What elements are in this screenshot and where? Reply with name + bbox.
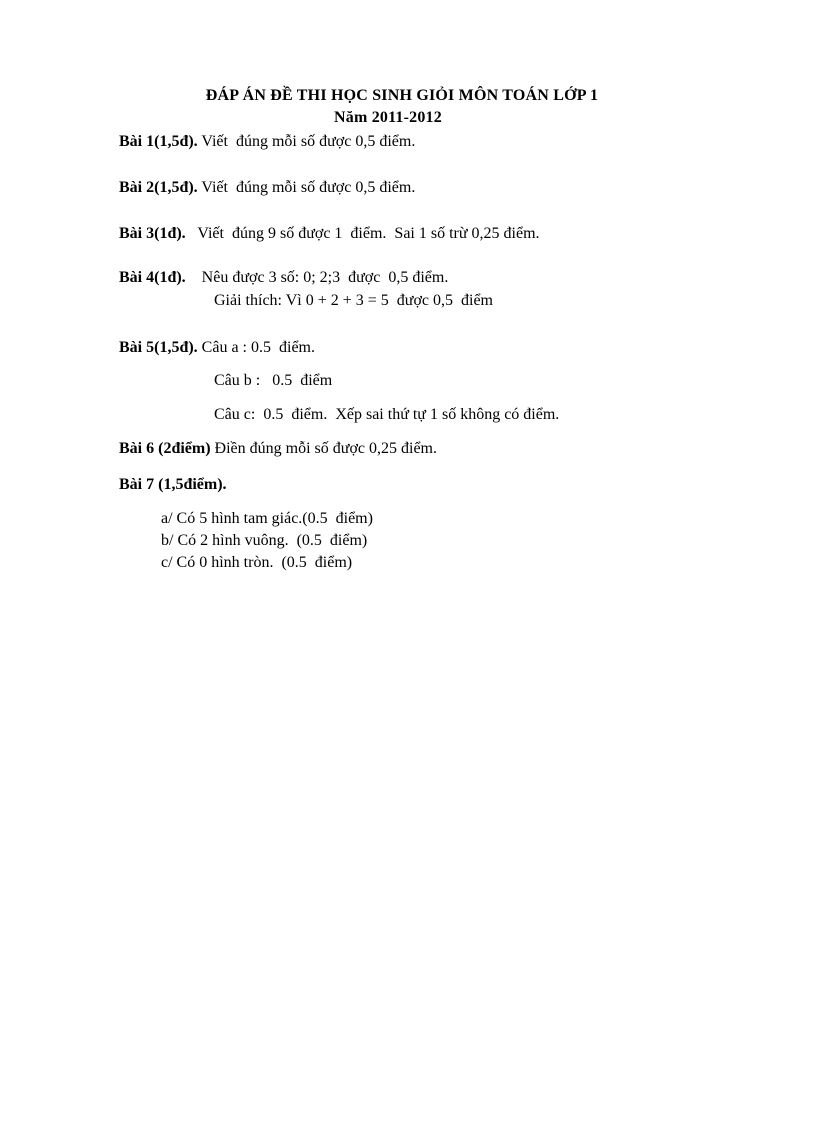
answer-item-4-label: Bài 4(1đ).: [119, 269, 186, 286]
answer-item-7-label-prefix: Bài 7 (: [119, 476, 164, 493]
answer-item-6-label: Bài 6 (2điểm: [119, 440, 206, 457]
answer-item-6-text: Điền đúng mỗi số được 0,25 điểm.: [210, 440, 437, 457]
sub-item-b: b/ Có 2 hình vuông. (0.5 điểm): [161, 532, 368, 549]
sub-item-c: c/ Có 0 hình tròn. (0.5 điểm): [161, 554, 353, 571]
answer-item-5-label: Bài 5(1,5đ).: [119, 339, 198, 356]
answer-item-3: [119, 225, 540, 243]
answer-item-4-explanation: Giải thích: Vì 0 + 2 + 3 = 5 được 0,5 điểm: [214, 292, 493, 309]
answer-item-4-text: Nêu được 3 số: 0; 2;3 được 0,5 điểm.: [185, 269, 449, 286]
answer-item-7: [119, 476, 227, 494]
answer-item-2-text: Viết đúng mỗi số được 0,5 điểm.: [197, 179, 416, 196]
document-title: ĐÁP ÁN ĐỀ THI HỌC SINH GIỎI MÔN TOÁN LỚP 1: [205, 87, 599, 104]
answer-item-6-label-suffix: ): [205, 440, 211, 457]
answer-item-2: [119, 179, 415, 197]
sub-item-a: a/ Có 5 hình tam giác.(0.5 điểm): [161, 510, 373, 527]
answer-item-1-text: Viết đúng mỗi số được 0,5 điểm.: [197, 133, 416, 150]
answer-item-3-text: Viết đúng 9 số được 1 điểm. Sai 1 số trừ 0,25 điểm.: [185, 225, 540, 242]
answer-item-7-label: 1,5điểm).: [163, 476, 227, 493]
answer-item-4: [119, 269, 448, 287]
answer-item-5-part-c: Câu c: 0.5 điểm. Xếp sai thứ tự 1 số không có điểm.: [214, 406, 560, 423]
answer-item-5-part-b: Câu b : 0.5 điểm: [214, 372, 333, 389]
document-subtitle: Năm 2011-2012: [334, 109, 442, 126]
answer-item-6: [119, 440, 437, 458]
answer-item-2-label: Bài 2(1,5đ).: [119, 179, 198, 196]
answer-item-1: [119, 133, 415, 151]
answer-item-5: [119, 339, 315, 357]
answer-item-1-label: Bài 1(1,5đ).: [119, 133, 198, 150]
answer-item-5-text: Câu a : 0.5 điểm.: [197, 339, 315, 356]
answer-item-3-label: Bài 3(1đ).: [119, 225, 186, 242]
